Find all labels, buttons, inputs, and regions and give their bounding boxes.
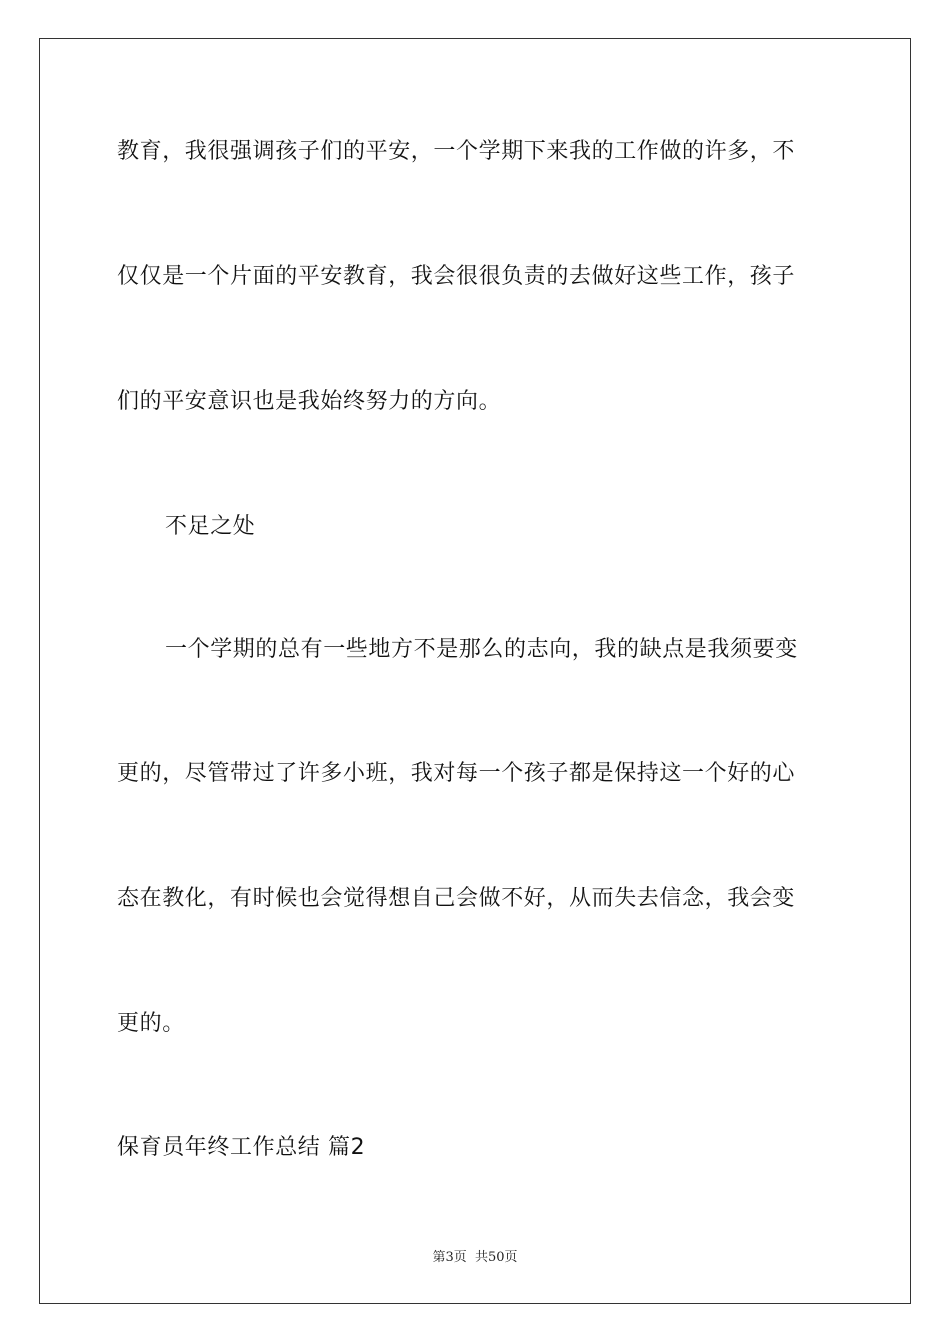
paragraph2-line4: 更的。	[117, 1011, 185, 1036]
section-heading: 不足之处	[165, 514, 256, 539]
page-frame	[39, 38, 911, 1304]
paragraph1-line1: 教育，我很强调孩子们的平安，一个学期下来我的工作做的许多，不	[117, 139, 796, 164]
page-number: 第3页	[432, 1250, 467, 1265]
paragraph1-line2: 仅仅是一个片面的平安教育，我会很很负责的去做好这些工作，孩子	[117, 264, 796, 289]
paragraph1-line3: 们的平安意识也是我始终努力的方向。	[117, 389, 502, 414]
next-section-title: 保育员年终工作总结 篇2	[117, 1135, 366, 1160]
paragraph2-line1: 一个学期的总有一些地方不是那么的志向，我的缺点是我须要变	[165, 637, 798, 662]
paragraph2-line3: 态在教化，有时候也会觉得想自己会做不好，从而失去信念，我会变	[117, 886, 796, 911]
page-footer	[0, 1246, 950, 1265]
page-total: 共50页	[474, 1250, 518, 1265]
paragraph2-line2: 更的，尽管带过了许多小班，我对每一个孩子都是保持这一个好的心	[117, 761, 796, 786]
